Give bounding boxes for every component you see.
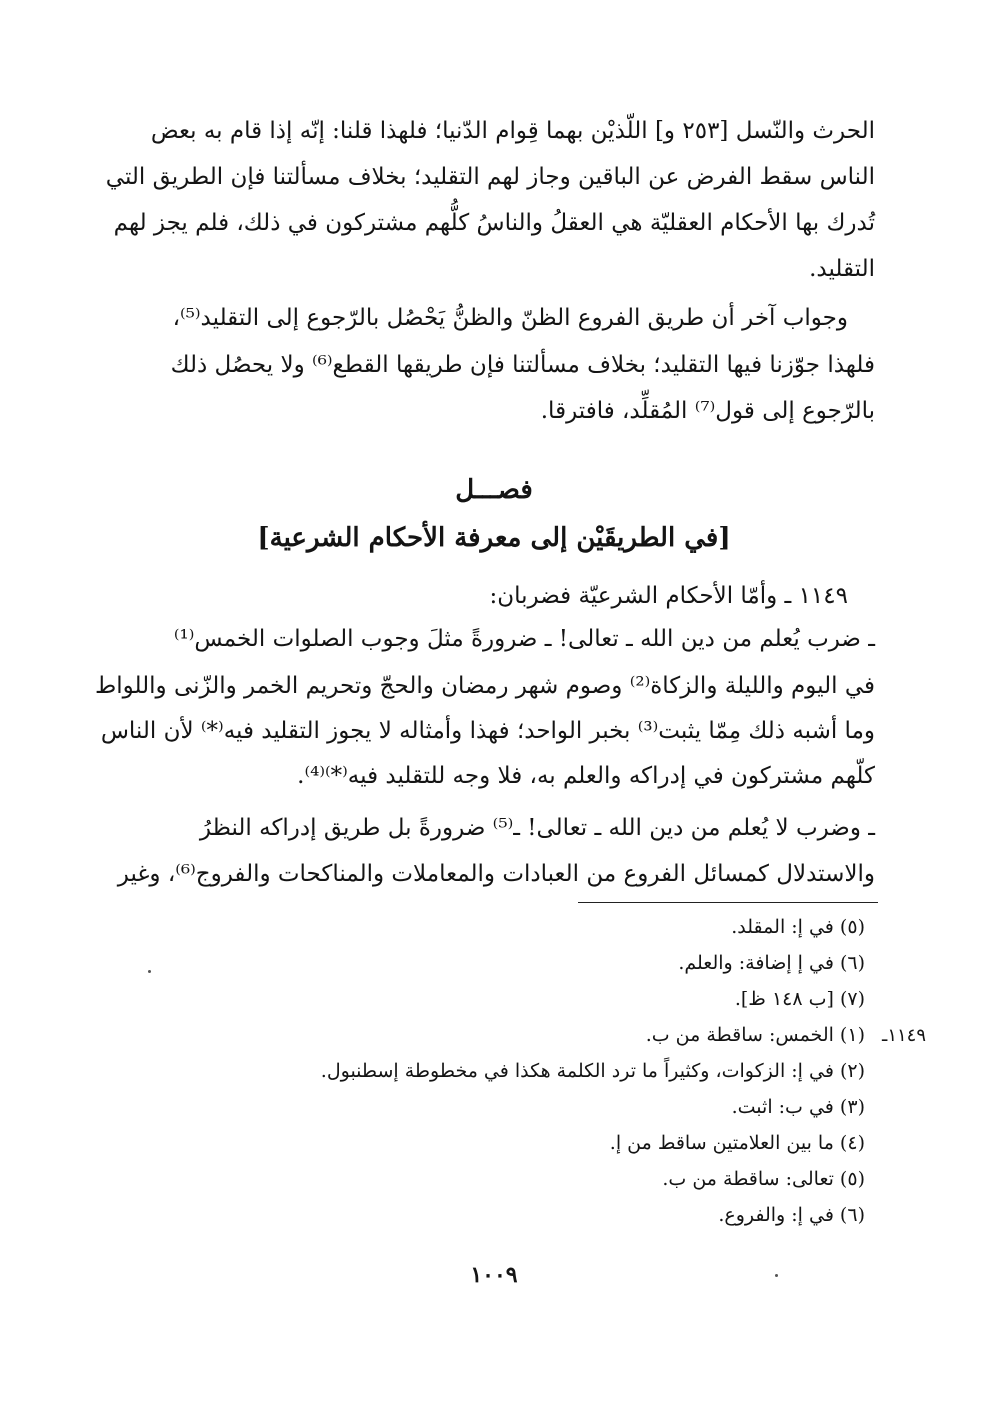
section-title: فصـــل (455, 475, 533, 505)
numbered-paragraph-start: ١١٤٩ ـ وأمّا الأحكام الشرعيّة فضربان: (489, 583, 848, 609)
body-line: ـ وضرب لا يُعلم من دين الله ـ تعالى! ـ⁽⁵⁾ ضرورةً بل طريق إدراكه النظرُ (199, 815, 875, 841)
footnote: (٥) تعالى: ساقطة من ب. (662, 1168, 865, 1190)
body-line: في اليوم والليلة والزكاة⁽²⁾ وصوم شهر رمضان والحجّ وتحريم الخمر والزّنى واللواط (95, 673, 875, 699)
body-line: والاستدلال كمسائل الفروع من العبادات والمعاملات والمناكحات والفروج⁽⁶⁾، وغير (117, 861, 875, 887)
footnote-separator (578, 902, 878, 903)
footnote: (٧) [ب ١٤٨ ظ]. (734, 988, 865, 1010)
body-line: بالرّجوع إلى قول⁽⁷⁾ المُقلِّد، فافترقا. (540, 398, 875, 424)
scan-speck (775, 1274, 778, 1277)
footnote: (٥) في إ: المقلد. (731, 916, 865, 938)
footnote: (٦) في إ: والفروع. (718, 1204, 865, 1226)
body-line: وما أشبه ذلك مِمّا يثبت⁽³⁾ بخبر الواحد؛ فهذا وأمثاله لا يجوز التقليد فيه⁽*⁾ لأن الناس (100, 718, 875, 744)
page-number: ١٠٠٩ (470, 1262, 518, 1288)
body-line: الحرث والنّسل [٢٥٣ و] اللّذيْن بهما قِوام الدّنيا؛ فلهذا قلنا: إنّه إذا قام به بعض (150, 118, 875, 144)
body-line: الناس سقط الفرض عن الباقين وجاز لهم التقليد؛ بخلاف مسألتنا فإن الطريق التي (105, 164, 875, 190)
body-line: تُدرك بها الأحكام العقليّة هي العقلُ والناسُ كلُّهم مشتركون في ذلك، فلم يجز لهم (113, 210, 875, 236)
footnote: (٣) في ب: اثبت. (731, 1096, 865, 1118)
footnote-section-marker: ١١٤٩ـ (882, 1025, 926, 1046)
section-subtitle: [في الطريقَيْن إلى معرفة الأحكام الشرعية] (257, 523, 731, 553)
body-line: وجواب آخر أن طريق الفروع الظنّ والظنُّ يَحْصُل بالرّجوع إلى التقليد⁽⁵⁾، (172, 305, 848, 331)
body-line: ـ ضرب يُعلم من دين الله ـ تعالى! ـ ضرورةً مثلَ وجوب الصلوات الخمس⁽¹⁾ (173, 626, 875, 652)
body-line: فلهذا جوّزنا فيها التقليد؛ بخلاف مسألتنا فإن طريقها القطع⁽⁶⁾ ولا يحصُل ذلك (170, 352, 875, 378)
footnote: (٦) في إ إضافة: والعلم. (678, 952, 865, 974)
footnote: (٢) في إ: الزكوات، وكثيراً ما ترد الكلمة هكذا في مخطوطة إسطنبول. (320, 1060, 865, 1082)
footnote: (١) الخمس: ساقطة من ب. (645, 1024, 865, 1046)
body-line: التقليد. (809, 256, 875, 282)
body-line: كلّهم مشتركون في إدراكه والعلم به، فلا وجه للتقليد فيه⁽*⁾⁽⁴⁾. (297, 763, 875, 789)
footnote: (٤) ما بين العلامتين ساقط من إ. (609, 1132, 865, 1154)
scan-speck (148, 970, 151, 973)
